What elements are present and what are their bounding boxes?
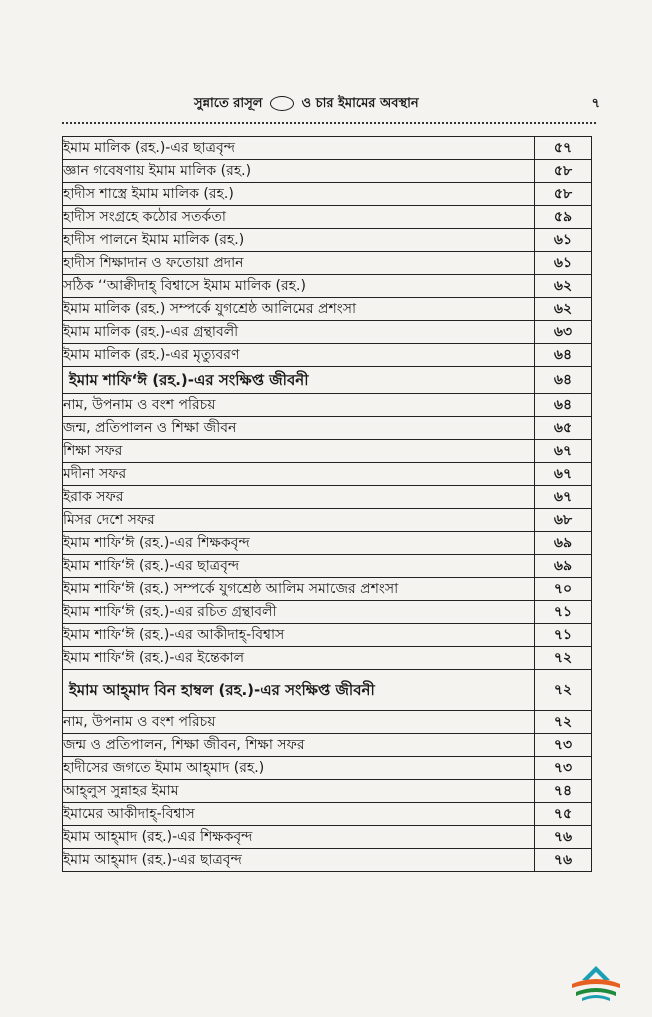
toc-entry-page: ৬৭ [535,463,592,486]
toc-entry [63,394,592,417]
toc-entry [63,486,592,509]
toc-entry [63,252,592,275]
toc-entry-title: শিক্ষা সফর [63,440,535,463]
toc-entry-page: ৫৯ [535,206,592,229]
toc-entry-title: সঠিক ‘‘আক্বীদাহ্ বিশ্বাসে ইমাম মালিক (রহ.) [63,275,535,298]
toc-entry-page: ৫৮ [535,183,592,206]
toc-entry [63,344,592,367]
toc-entry-page: ৬৭ [535,440,592,463]
toc-entry-title: হাদীস শাস্ত্রে ইমাম মালিক (রহ.) [63,183,535,206]
toc-entry-page: ৬৯ [535,532,592,555]
toc-entry-page: ৬১ [535,252,592,275]
toc-entry [63,183,592,206]
toc-entry [63,849,592,872]
toc-section-heading [63,670,592,711]
toc-entry [63,137,592,160]
toc-entry-page: ৫৭ [535,137,592,160]
toc-entry-title: ইমাম শাফি‘ঈ (রহ.)-এর রচিত গ্রন্থাবলী [63,601,535,624]
toc-entry-title: ইমাম মালিক (রহ.) সম্পর্কে যুগশ্রেষ্ঠ আলিমের প্রশংসা [63,298,535,321]
toc-entry-title: নাম, উপনাম ও বংশ পরিচয় [63,394,535,417]
toc-entry [63,624,592,647]
toc-entry [63,826,592,849]
running-title-left: সুন্নাতে রাসূল [194,96,263,111]
toc-entry-page: ৭৬ [535,849,592,872]
table-of-contents [62,136,592,872]
toc-entry-title: ইমাম শাফি‘ঈ (রহ.)-এর সংক্ষিপ্ত জীবনী [63,367,535,394]
toc-entry-page: ৭১ [535,624,592,647]
page-header [70,94,600,118]
salutation-seal-icon [270,96,294,111]
toc-entry [63,275,592,298]
toc-entry-title: ইমাম মালিক (রহ.)-এর গ্রন্থাবলী [63,321,535,344]
toc-entry-title: ইমাম শাফি‘ঈ (রহ.)-এর শিক্ষকবৃন্দ [63,532,535,555]
toc-entry-page: ৭৫ [535,803,592,826]
toc-entry [63,206,592,229]
toc-entry-title: জ্ঞান গবেষণায় ইমাম মালিক (রহ.) [63,160,535,183]
publisher-logo-icon [566,960,626,1004]
toc-entry-page: ৬৫ [535,417,592,440]
toc-entry-page: ৬৩ [535,321,592,344]
toc-entry-title: ইমাম শাফি‘ঈ (রহ.)-এর আকীদাহ্-বিশ্বাস [63,624,535,647]
toc-entry [63,711,592,734]
toc-entry-title: ইমাম শাফি‘ঈ (রহ.)-এর ইন্তেকাল [63,647,535,670]
toc-entry-page: ৭৩ [535,757,592,780]
toc-entry-title: ইমাম আহ্‌মাদ (রহ.)-এর ছাত্রবৃন্দ [63,849,535,872]
toc-entry-title: ইমাম আহ্‌মাদ (রহ.)-এর শিক্ষকবৃন্দ [63,826,535,849]
toc-entry-page: ৬২ [535,298,592,321]
toc-entry [63,780,592,803]
toc-entry [63,578,592,601]
toc-entry-page: ৬৪ [535,344,592,367]
toc-entry-page: ৭৩ [535,734,592,757]
toc-entry [63,440,592,463]
toc-entry-page: ৬২ [535,275,592,298]
toc-entry-title: হাদীস সংগ্রহে কঠোর সতর্কতা [63,206,535,229]
toc-entry-page: ৬৮ [535,509,592,532]
toc-entry-title: ইমাম শাফি‘ঈ (রহ.) সম্পর্কে যুগশ্রেষ্ঠ আলিম সমাজের প্রশংসা [63,578,535,601]
toc-entry-title: হাদীসের জগতে ইমাম আহ্‌মাদ (রহ.) [63,757,535,780]
toc-entry [63,321,592,344]
toc-entry [63,555,592,578]
toc-entry-page: ৫৮ [535,160,592,183]
toc-entry-page: ৭৬ [535,826,592,849]
toc-entry-page: ৬১ [535,229,592,252]
toc-entry [63,757,592,780]
toc-entry-title: ইমাম মালিক (রহ.)-এর ছাত্রবৃন্দ [63,137,535,160]
header-divider [62,122,596,124]
toc-entry-page: ৭০ [535,578,592,601]
toc-entry [63,734,592,757]
toc-entry [63,532,592,555]
toc-entry-title: ইরাক সফর [63,486,535,509]
toc-entry [63,160,592,183]
toc-entry-title: ইমাম মালিক (রহ.)-এর মৃত্যুবরণ [63,344,535,367]
toc-entry-title: আহ্‌লুস সুন্নাহর ইমাম [63,780,535,803]
toc-entry [63,298,592,321]
toc-entry [63,803,592,826]
toc-entry [63,509,592,532]
toc-entry-title: মিসর দেশে সফর [63,509,535,532]
toc-entry-page: ৭২ [535,670,592,711]
toc-entry [63,647,592,670]
toc-entry-title: ইমামের আকীদাহ্-বিশ্বাস [63,803,535,826]
toc-entry-page: ৭৪ [535,780,592,803]
page-number: ৭ [591,96,600,111]
toc-entry-page: ৬৭ [535,486,592,509]
toc-entry-page: ৭২ [535,711,592,734]
toc-entry-page: ৭১ [535,601,592,624]
toc-entry [63,601,592,624]
toc-entry-title: হাদীস শিক্ষাদান ও ফতোয়া প্রদান [63,252,535,275]
toc-entry-title: হাদীস পালনে ইমাম মালিক (রহ.) [63,229,535,252]
toc-entry-page: ৬৪ [535,367,592,394]
running-title-right: ও চার ইমামের অবস্থান [301,96,419,111]
toc-section-heading [63,367,592,394]
toc-entry-page: ৬৪ [535,394,592,417]
toc-entry [63,229,592,252]
toc-entry [63,417,592,440]
toc-entry-title: নাম, উপনাম ও বংশ পরিচয় [63,711,535,734]
toc-entry-page: ৬৯ [535,555,592,578]
toc-entry-title: মদীনা সফর [63,463,535,486]
toc-entry-title: জন্ম, প্রতিপালন ও শিক্ষা জীবন [63,417,535,440]
toc-entry-page: ৭২ [535,647,592,670]
toc-entry [63,463,592,486]
toc-entry-title: ইমাম শাফি‘ঈ (রহ.)-এর ছাত্রবৃন্দ [63,555,535,578]
running-title [194,94,419,115]
toc-entry-title: ইমাম আহ্‌মাদ বিন হাম্বল (রহ.)-এর সংক্ষিপ্ত জীবনী [63,670,535,711]
toc-entry-title: জন্ম ও প্রতিপালন, শিক্ষা জীবন, শিক্ষা সফর [63,734,535,757]
